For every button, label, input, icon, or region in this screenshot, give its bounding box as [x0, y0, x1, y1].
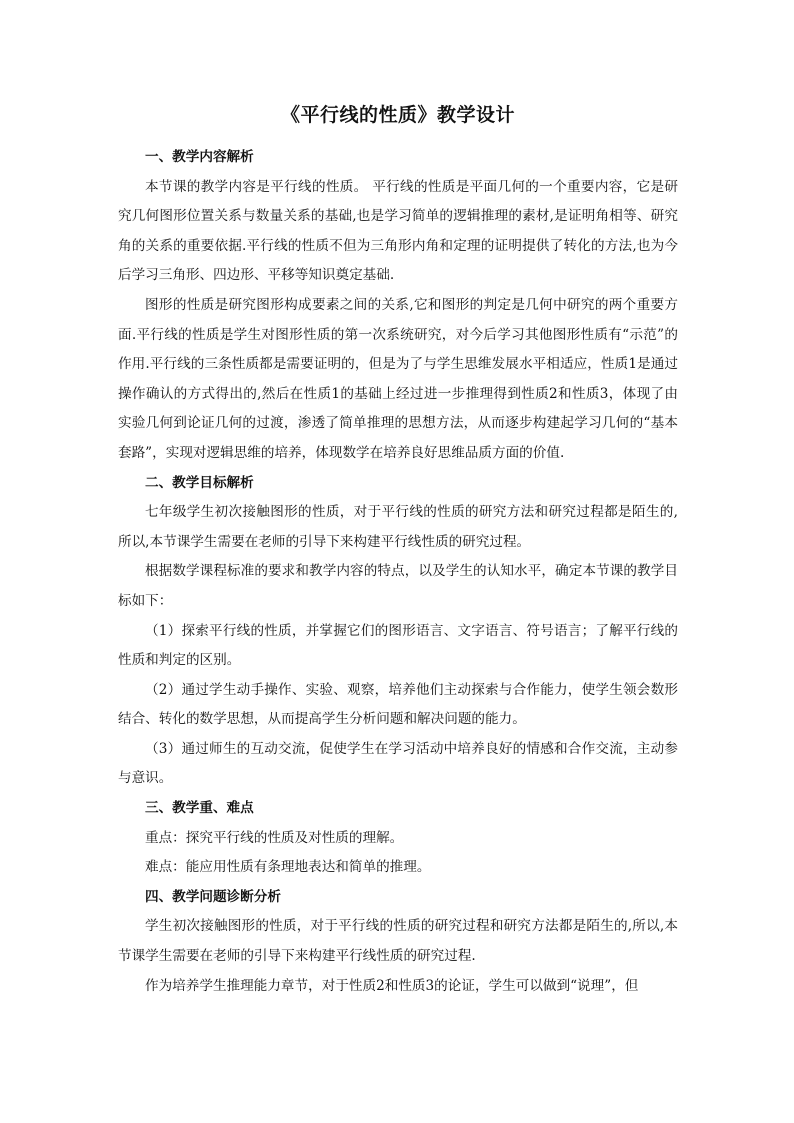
- objective-item: （2）通过学生动手操作、实验、观察，培养他们主动探索与合作能力，使学生领会数形结合、转化的数学思想，从而提高学生分析问题和解决问题的能力。: [118, 681, 678, 728]
- paragraph: 学生初次接触图形的性质，对于平行线的性质的研究过程和研究方法都是陌生的,所以,本节课学生需要在老师的引导下来构建平行线性质的研究过程.: [118, 918, 678, 965]
- document-body: [118, 143, 678, 1001]
- paragraph: 本节课的教学内容是平行线的性质。 平行线的性质是平面几何的一个重要内容，它是研究几何图形位置关系与数量关系的基础,也是学习简单的逻辑推理的素材,是证明角相等、研究角的关系的重要依据.平行线的性质不但为三角形内角和定理的证明提供了转化的方法,也为今后学习三角形、四边形、平移等知识奠定基础.: [118, 178, 678, 284]
- section-heading: 一、教学内容解析: [145, 149, 254, 165]
- section-heading: 三、教学重、难点: [145, 800, 254, 817]
- section-content-analysis: [118, 143, 678, 469]
- objective-item: （1）探索平行线的性质，并掌握它们的图形语言、文字语言、符号语言；了解平行线的性质和判定的区别。: [118, 622, 678, 669]
- document-title: 《平行线的性质》教学设计: [280, 104, 515, 126]
- paragraph: 作为培养学生推理能力章节，对于性质2和性质3的论证，学生可以做到“说理”，但: [145, 977, 639, 994]
- paragraph: 根据数学课程标准的要求和教学内容的特点，以及学生的认知水平，确定本节课的教学目标如下：: [118, 563, 678, 609]
- section-problem-diagnosis: [118, 883, 678, 1001]
- key-point: 重点：探究平行线的性质及对性质的理解。: [145, 829, 404, 846]
- objective-item: （3）通过师生的互动交流，促使学生在学习活动中培养良好的情感和合作交流，主动参与意识。: [118, 740, 678, 787]
- difficult-point: 难点：能应用性质有条理地表达和简单的推理。: [145, 859, 431, 876]
- section-heading: 二、教学目标解析: [145, 474, 254, 491]
- paragraph: 图形的性质是研究图形构成要素之间的关系,它和图形的判定是几何中研究的两个重要方面.平行线的性质是学生对图形性质的第一次系统研究，对今后学习其他图形性质有“示范”的作用.平行线的三条性质都是需要证明的，但是为了与学生思维发展水平相适应，性质1是通过操作确认的方式得出的,然后在性质1的基础上经过进一步推理得到性质2和性质3，体现了由实验几何到论证几何的过渡，渗透了简单推理的思想方法，从而逐步构建起学习几何的“基本套路”，实现对逻辑思维的培养，体现数学在培养良好思维品质方面的价值.: [118, 296, 678, 461]
- paragraph: 七年级学生初次接触图形的性质，对于平行线的性质的研究方法和研究过程都是陌生的,所以,本节课学生需要在老师的引导下来构建平行线性质的研究过程。: [118, 504, 678, 550]
- section-objectives-analysis: [118, 469, 678, 795]
- section-heading: 四、教学问题诊断分析: [145, 888, 281, 905]
- section-key-points: [118, 794, 678, 883]
